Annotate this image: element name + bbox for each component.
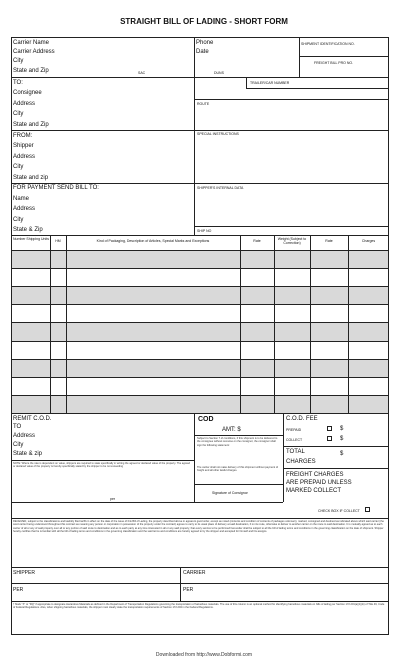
duns-label: DUNS — [214, 71, 224, 75]
special-instructions-label: SPECIAL INSTRUCTIONS — [197, 132, 239, 136]
remit-address-label: Address — [13, 433, 36, 439]
freight-bill-label: FREIGHT BILL PRO NO. — [314, 61, 354, 65]
check-box-label: CHECK BOX IF COLLECT — [318, 509, 360, 513]
to-state-label: State and Zip — [13, 122, 49, 128]
table-column-divider — [50, 235, 51, 413]
payment-header: FOR PAYMENT SEND BILL TO: — [13, 185, 99, 191]
collect-check-box[interactable] — [365, 507, 370, 512]
table-column-divider — [240, 235, 241, 413]
table-column-divider — [66, 235, 67, 413]
prepaid-label: PREPAID — [286, 428, 302, 432]
col-rate-2: Rate — [325, 239, 333, 243]
trailer-label: TRAILER/CAR NUMBER — [250, 81, 290, 85]
payment-name-label: Name — [13, 196, 30, 202]
table-row[interactable] — [12, 396, 388, 413]
table-row[interactable] — [12, 342, 388, 359]
form-title: STRAIGHT BILL OF LADING - SHORT FORM — [120, 17, 288, 26]
carrier-per-label: PER — [183, 587, 194, 593]
prepaid-checkbox[interactable] — [327, 426, 332, 431]
table-row[interactable] — [12, 251, 388, 268]
payment-state-label: State & Zip — [13, 227, 43, 233]
table-column-divider — [274, 235, 275, 413]
carrier-address-label: Carrier Address — [13, 49, 55, 55]
from-state-label: State and zip — [13, 175, 49, 181]
table-row[interactable] — [12, 360, 388, 377]
table-column-divider — [348, 235, 349, 413]
cod-label: COD — [198, 416, 214, 423]
payment-address-label: Address — [13, 206, 36, 212]
value-note: NOTE: Where the rate is dependent on value, shippers are required to state specifically in writing the agreed or declared value of the property. The agreed or declared value of the property is hereby specifically stated by the shipper to be not exceeding — [13, 462, 190, 469]
from-header: FROM: — [13, 133, 33, 139]
charges-label: CHARGES — [286, 459, 316, 465]
total-dollar: $ — [340, 451, 344, 457]
total-label: TOTAL — [286, 449, 305, 455]
col-rate-1: Rate — [253, 239, 261, 243]
carrier-sign-label: CARRIER — [183, 570, 206, 576]
marked-collect-label: MARKED COLLECT — [286, 488, 342, 494]
table-column-divider — [310, 235, 311, 413]
route-label: ROUTE — [197, 102, 210, 106]
shipper-sign-label: SHIPPER — [13, 570, 35, 576]
remit-state-label: State & zip — [13, 451, 43, 457]
col-charges: Charges — [361, 239, 376, 243]
fee-dollar-2: $ — [340, 436, 344, 442]
shipper-per-label: PER — [13, 587, 24, 593]
shipper-internal-label: SHIPPER'S INTERNAL DATA — [197, 186, 244, 190]
date-label: Date — [196, 49, 209, 55]
col-units: Number Shipping Units — [13, 237, 49, 241]
signature-label: Signature of Consignor — [212, 491, 248, 495]
cod-amt-label: AMT: $ — [222, 427, 241, 433]
remit-city-label: City — [13, 442, 24, 448]
remit-to-label: TO — [13, 424, 22, 430]
from-city-label: City — [13, 164, 24, 170]
carrier-city-label: City — [13, 58, 24, 64]
shipment-id-label: SHIPMENT IDENTIFICATION NO. — [301, 42, 355, 46]
to-header: TO: — [13, 80, 23, 86]
consignee-label: Consignee — [13, 90, 42, 96]
collect-label: COLLECT — [286, 438, 303, 442]
hazmat-footnote: † Mark "X" or "RQ" if appropriate to designate Hazardous Materials as defined in the Department of Transportation Regulations governing the transportation of hazardous materials. The use of this column is an optional method for identifying hazardous materials on bills of lading per Section 172.201(a)(1)(iii) of Title 49, Code of Federal Regulations. Also, when shipping hazardous materials, the shipper must clearly state the transportation requirements of Section 172.204 in the Federal Regulations. — [13, 603, 385, 610]
freight-charges-label: FREIGHT CHARGES — [286, 472, 344, 478]
collect-checkbox[interactable] — [327, 436, 332, 441]
col-hm: HM — [55, 239, 61, 243]
per-label: per — [110, 497, 116, 501]
subject-note: Subject to Section 7 of conditions, if this shipment is to be delivered to the consignee without recourse on the consignor, the consignor shall sign the following statement: — [197, 437, 278, 447]
shipper-label: Shipper — [13, 143, 34, 149]
table-row[interactable] — [12, 378, 388, 395]
to-city-label: City — [13, 111, 24, 117]
table-row[interactable] — [12, 323, 388, 340]
remit-header: REMIT C.O.D. — [13, 416, 52, 422]
scac-label: SAC — [138, 71, 146, 75]
from-address-label: Address — [13, 154, 36, 160]
prepaid-unless-label: ARE PREPAID UNLESS — [286, 480, 352, 486]
fee-dollar-1: $ — [340, 426, 344, 432]
col-weight: Weight (Subject to Correction) — [277, 237, 307, 245]
cod-fee-label: C.O.D. FEE — [286, 416, 318, 422]
download-footer: Downloaded from http://www.Dobformi.com — [155, 652, 253, 658]
carrier-name-label: Carrier Name — [13, 40, 50, 46]
ship-no-label: SHIP NO — [197, 229, 212, 233]
table-row[interactable] — [12, 269, 388, 286]
phone-label: Phone — [196, 40, 214, 46]
table-row[interactable] — [12, 305, 388, 322]
carrier-state-label: State and Zip — [13, 68, 49, 74]
table-row[interactable] — [12, 287, 388, 304]
to-address-label: Address — [13, 101, 36, 107]
payment-city-label: City — [13, 217, 24, 223]
carrier-statement: The carrier shall not make delivery of this shipment without payment of freight and all other lawful charges. — [197, 466, 279, 473]
received-text: RECEIVED, subject to the classifications and lawfully filed tariffs in effect on the date of the issue of this Bill of Lading, the property described above in apparent good order, except as noted (contents and condition of contents of packages unknown), marked, consigned and destined as indicated above which said carrier (the word carrier being understood throughout this contract as meaning any person or corporation in possession of the property under the contract) agrees to carry to its usual place of delivery at said destination, if on its route, otherwise to deliver to another carrier on the route to said destination. It is mutually agreed as to each carrier of all or any of said property over all or any portion of said route to destination and as to each party at any time interested in all or any said property, that every service to be performed hereunder shall be subject to all the bill of lading terms and conditions in the governing classification on the date of shipment. Shipper hereby certifies that he is familiar with all the bill of lading terms and conditions in the governing classification and the said terms and conditions are hereby agreed to by the shipper and accepted for himself and his assigns. — [13, 520, 384, 533]
col-description: Kind of Packaging, Description of Articles, Special Marks and Exceptions — [96, 239, 210, 243]
